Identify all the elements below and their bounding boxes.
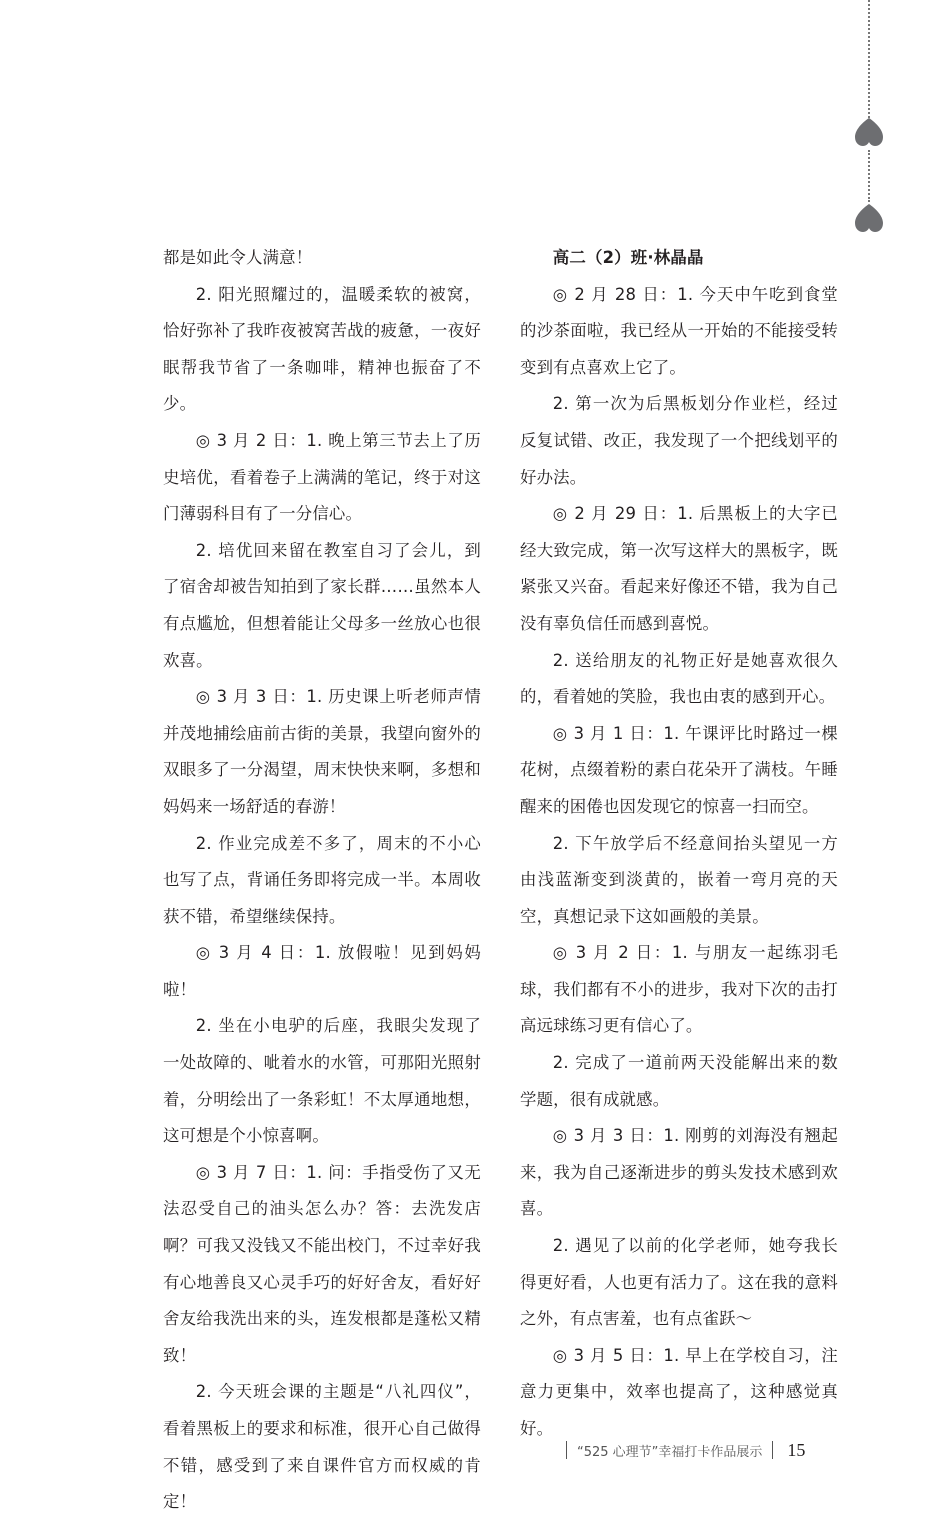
page-footer	[566, 1436, 805, 1464]
paragraph: ◎ 3 月 4 日：1. 放假啦！见到妈妈啦！	[163, 943, 481, 999]
footer-divider	[772, 1441, 773, 1459]
dotted-line-top	[868, 0, 870, 118]
paragraph: ◎ 3 月 1 日：1. 午课评比时路过一棵花树，点缀着粉的素白花朵开了满枝。午睡醒来的困倦也因发现它的惊喜一扫而空。	[520, 723, 838, 816]
footer-title: “525 心理节”幸福打卡作品展示	[577, 1444, 763, 1460]
paragraph: 2. 完成了一道前两天没能解出来的数学题，很有成就感。	[520, 1053, 838, 1109]
section-heading: 高二（2）班·林晶晶	[552, 248, 704, 267]
heart-icon	[853, 202, 885, 234]
paragraph: ◎ 2 月 29 日：1. 后黑板上的大字已经大致完成，第一次写这样大的黑板字，既紧张又兴奋。看起来好像还不错，我为自己没有辜负信任而感到喜悦。	[520, 504, 838, 633]
paragraph: 都是如此令人满意！	[163, 248, 313, 267]
left-column	[163, 240, 481, 1521]
paragraph: 2. 送给朋友的礼物正好是她喜欢很久的，看着她的笑脸，我也由衷的感到开心。	[520, 650, 838, 707]
footer-divider	[566, 1441, 567, 1459]
paragraph: 2. 坐在小电驴的后座，我眼尖发现了一处故障的、呲着水的水管，可那阳光照射着，分明绘出了一条彩虹！不太厚通地想，这可想是个小惊喜啊。	[163, 1016, 481, 1146]
paragraph: ◎ 3 月 5 日：1. 早上在学校自习，注意力更集中，效率也提高了，这种感觉真好。	[520, 1345, 838, 1438]
paragraph: 2. 遇见了以前的化学老师，她夸我长得更好看，人也更有活力了。这在我的意料之外，有点害羞，也有点雀跃～	[520, 1236, 838, 1329]
heart-icon	[853, 116, 885, 148]
page-number: 15	[787, 1439, 806, 1460]
paragraph: 2. 阳光照耀过的，温暖柔软的被窝，恰好弥补了我昨夜被窝苦战的疲惫，一夜好眠帮我节省了一条咖啡，精神也振奋了不少。	[163, 284, 481, 414]
right-column	[520, 240, 838, 1448]
paragraph: 2. 今天班会课的主题是“八礼四仪”，看着黑板上的要求和标准，很开心自己做得不错，感受到了来自课件官方而权威的肯定！	[163, 1382, 481, 1512]
paragraph: ◎ 3 月 3 日：1. 历史课上听老师声情并茂地捕绘庙前古街的美景，我望向窗外的双眼多了一分渴望，周末快快来啊，多想和妈妈来一场舒适的春游！	[163, 687, 481, 816]
paragraph: ◎ 2 月 28 日：1. 今天中午吃到食堂的沙茶面啦，我已经从一开始的不能接受转变到有点喜欢上它了。	[520, 284, 838, 377]
paragraph: ◎ 3 月 2 日：1. 晚上第三节去上了历史培优，看着卷子上满满的笔记，终于对这门薄弱科目有了一分信心。	[163, 430, 481, 524]
paragraph: ◎ 3 月 3 日：1. 刚剪的刘海没有翘起来，我为自己逐渐进步的剪头发技术感到欢喜。	[520, 1126, 838, 1219]
paragraph: 2. 作业完成差不多了，周末的不小心也写了点，背诵任务即将完成一半。本周收获不错，希望继续保持。	[163, 833, 481, 926]
paragraph: 2. 下午放学后不经意间抬头望见一方由浅蓝渐变到淡黄的，嵌着一弯月亮的天空，真想记录下这如画般的美景。	[520, 833, 838, 926]
paragraph: ◎ 3 月 2 日：1. 与朋友一起练羽毛球，我们都有不小的进步，我对下次的击打高远球练习更有信心了。	[520, 943, 838, 1036]
paragraph: 2. 第一次为后黑板划分作业栏，经过反复试错、改正，我发现了一个把线划平的好办法。	[520, 394, 838, 487]
dotted-line-middle	[868, 150, 870, 202]
paragraph: 2. 培优回来留在教室自习了会儿，到了宿舍却被告知拍到了家长群……虽然本人有点尴尬，但想着能让父母多一丝放心也很欢喜。	[163, 540, 481, 670]
paragraph: ◎ 3 月 7 日：1. 问：手指受伤了又无法忍受自己的油头怎么办？答：去洗发店啊？可我又没钱又不能出校门，不过幸好我有心地善良又心灵手巧的好好舍友，看好好舍友给我洗出来的头，连发根都是蓬松又精致！	[163, 1162, 481, 1365]
